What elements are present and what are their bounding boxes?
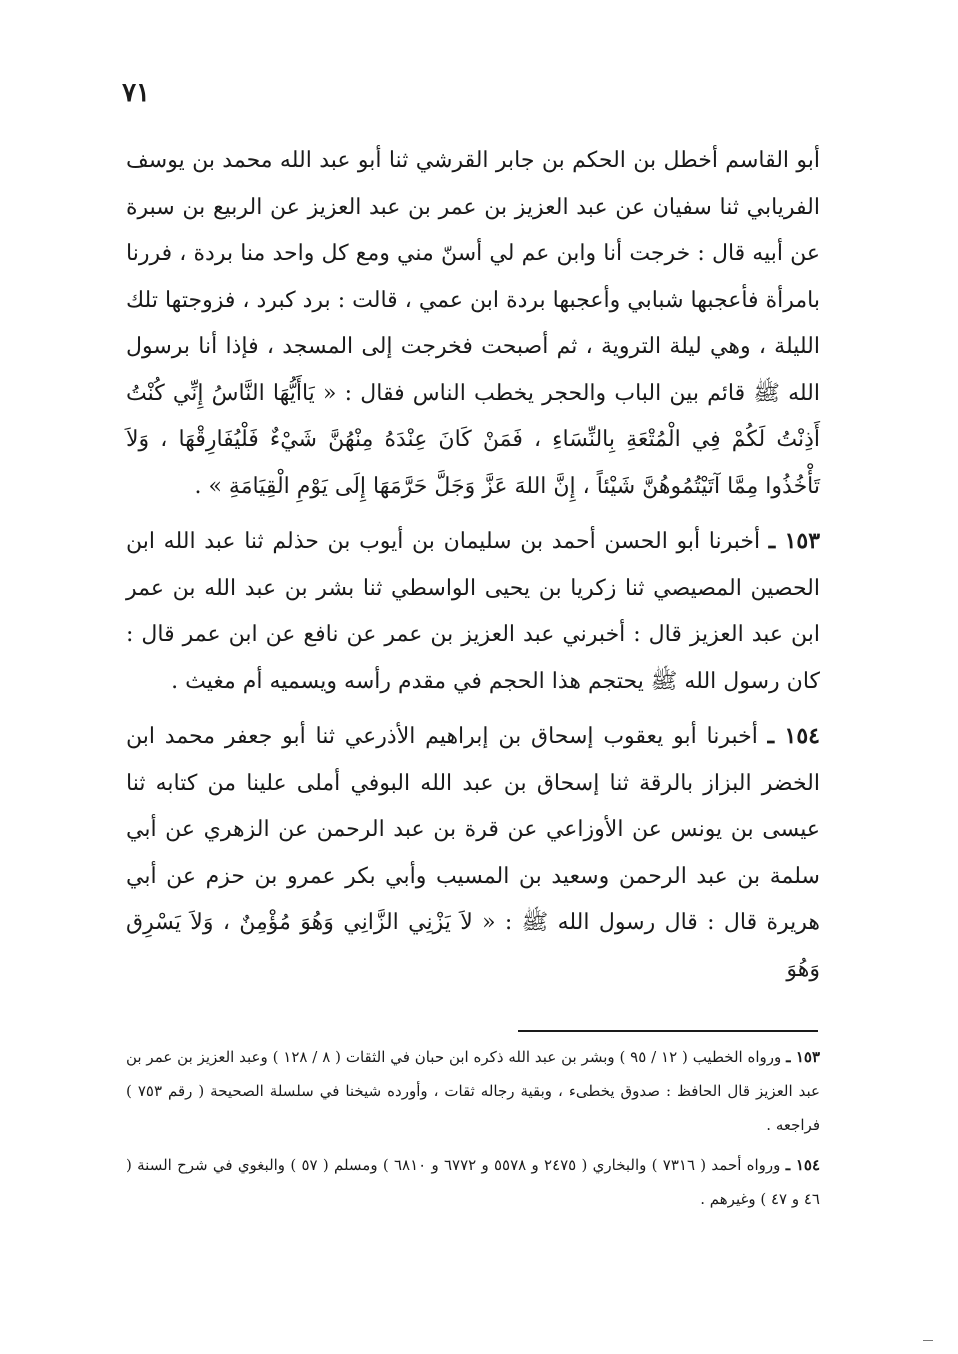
paragraph-153 — [126, 518, 820, 705]
footnote-divider — [518, 1030, 818, 1032]
hadith-number-154: ١٥٤ ـ — [767, 723, 820, 749]
scan-corner-mark — [923, 1340, 933, 1341]
footnote-number-153: ١٥٣ ـ — [786, 1048, 821, 1066]
footnote-text-153: ورواه الخطيب ( ١٢ / ٩٥ ) وبشر بن عبد الله ذكره ابن حبان في الثقات ( ٨ / ١٢٨ ) وعبد العزيز بن عمر بن عبد العزيز قال الحافظ : صدوق يخطىء ، وبقية رجاله ثقات ، وأورده شيخنا في سلسلة الصحيحة ( رقم ٧٥٣ ) فراجعه . — [126, 1048, 820, 1134]
footnote-154 — [126, 1148, 820, 1216]
footnote-153 — [126, 1040, 820, 1142]
main-text — [126, 138, 820, 993]
page-number: ٧١ — [122, 78, 150, 108]
paragraph-continuation: أبو القاسم أخطل بن الحكم بن جابر القرشي ثنا أبو عبد الله محمد بن يوسف الفريابي ثنا سفيان عن عبد العزيز بن عمر بن عبد العزيز عن الربيع بن سبرة عن أبيه قال : خرجت أنا وابن عم لي أسنّ مني ومع كل واحد منا بردة ، فررنا بامرأة فأعجبها شبابي وأعجبها بردة ابن عمي ، قالت : برد كبرد ، فزوجتها تلك الليلة ، وهي ليلة التروية ، ثم أصبحت فخرجت إلى المسجد ، فإذا أنا برسول الله ﷺ قائم بين الباب والحجر يخطب الناس فقال : « يَاأَيُّهَا النَّاسُ إِنِّي كُنْتُ أَذِنْتُ لَكُمْ فِي الْمُتْعَةِ بِالنِّسَاءِ ، فَمَنْ كَانَ عِنْدَهُ مِنْهُنَّ شَيْءٌ فَلْيُفَارِقْهَا ، وَلاَ تَأْخُذُوا مِمَّا آتَيْتُمُوهُنَّ شَيْئاً ، إِنَّ اللهَ عَزَّ وَجَلَّ حَرَّمَهَا إِلَى يَوْمِ الْقِيَامَةِ » . — [126, 148, 821, 499]
paragraph-154 — [126, 713, 820, 993]
footnotes — [126, 1040, 820, 1216]
hadith-text-153: أخبرنا أبو الحسن أحمد بن سليمان بن أيوب بن حذلم ثنا عبد الله ابن الحصين المصيصي ثنا زكريا بن يحيى الواسطي ثنا بشر بن عبد الله بن عمر ابن عبد العزيز قال : أخبرني عبد العزيز بن عمر عن نافع عن ابن عمر قال : كان رسول الله ﷺ يحتجم هذا الحجم في مقدم رأسه ويسميه أم مغيث . — [126, 529, 820, 694]
hadith-number-153: ١٥٣ ـ — [768, 528, 821, 554]
footnote-number-154: ١٥٤ ـ — [785, 1156, 820, 1174]
footnote-text-154: ورواه أحمد ( ٧٣١٦ ) والبخاري ( ٢٤٧٥ و ٥٥٧٨ و ٦٧٧٢ و ٦٨١٠ ) ومسلم ( ٥٧ ) والبغوي في شرح السنة ( ٤٦ و ٤٧ ) وغيرهم . — [126, 1156, 820, 1208]
hadith-text-154: أخبرنا أبو يعقوب إسحاق بن إبراهيم الأذرعي ثنا أبو جعفر محمد ابن الخضر البزاز بالرقة ثنا إسحاق بن عبد الله البوفي أملى علينا من كتابه ثنا عيسى بن يونس عن الأوزاعي عن قرة بن عبد الرحمن عن الزهري عن أبي سلمة بن عبد الرحمن وسعيد بن المسيب وأبي بكر عمرو بن حزم عن أبي هريرة قال : قال رسول الله ﷺ : « لاَ يَزْنِي الزَّانِي وَهُوَ مُؤْمِنٌ ، وَلاَ يَسْرِق وَهُوَ — [126, 724, 820, 982]
